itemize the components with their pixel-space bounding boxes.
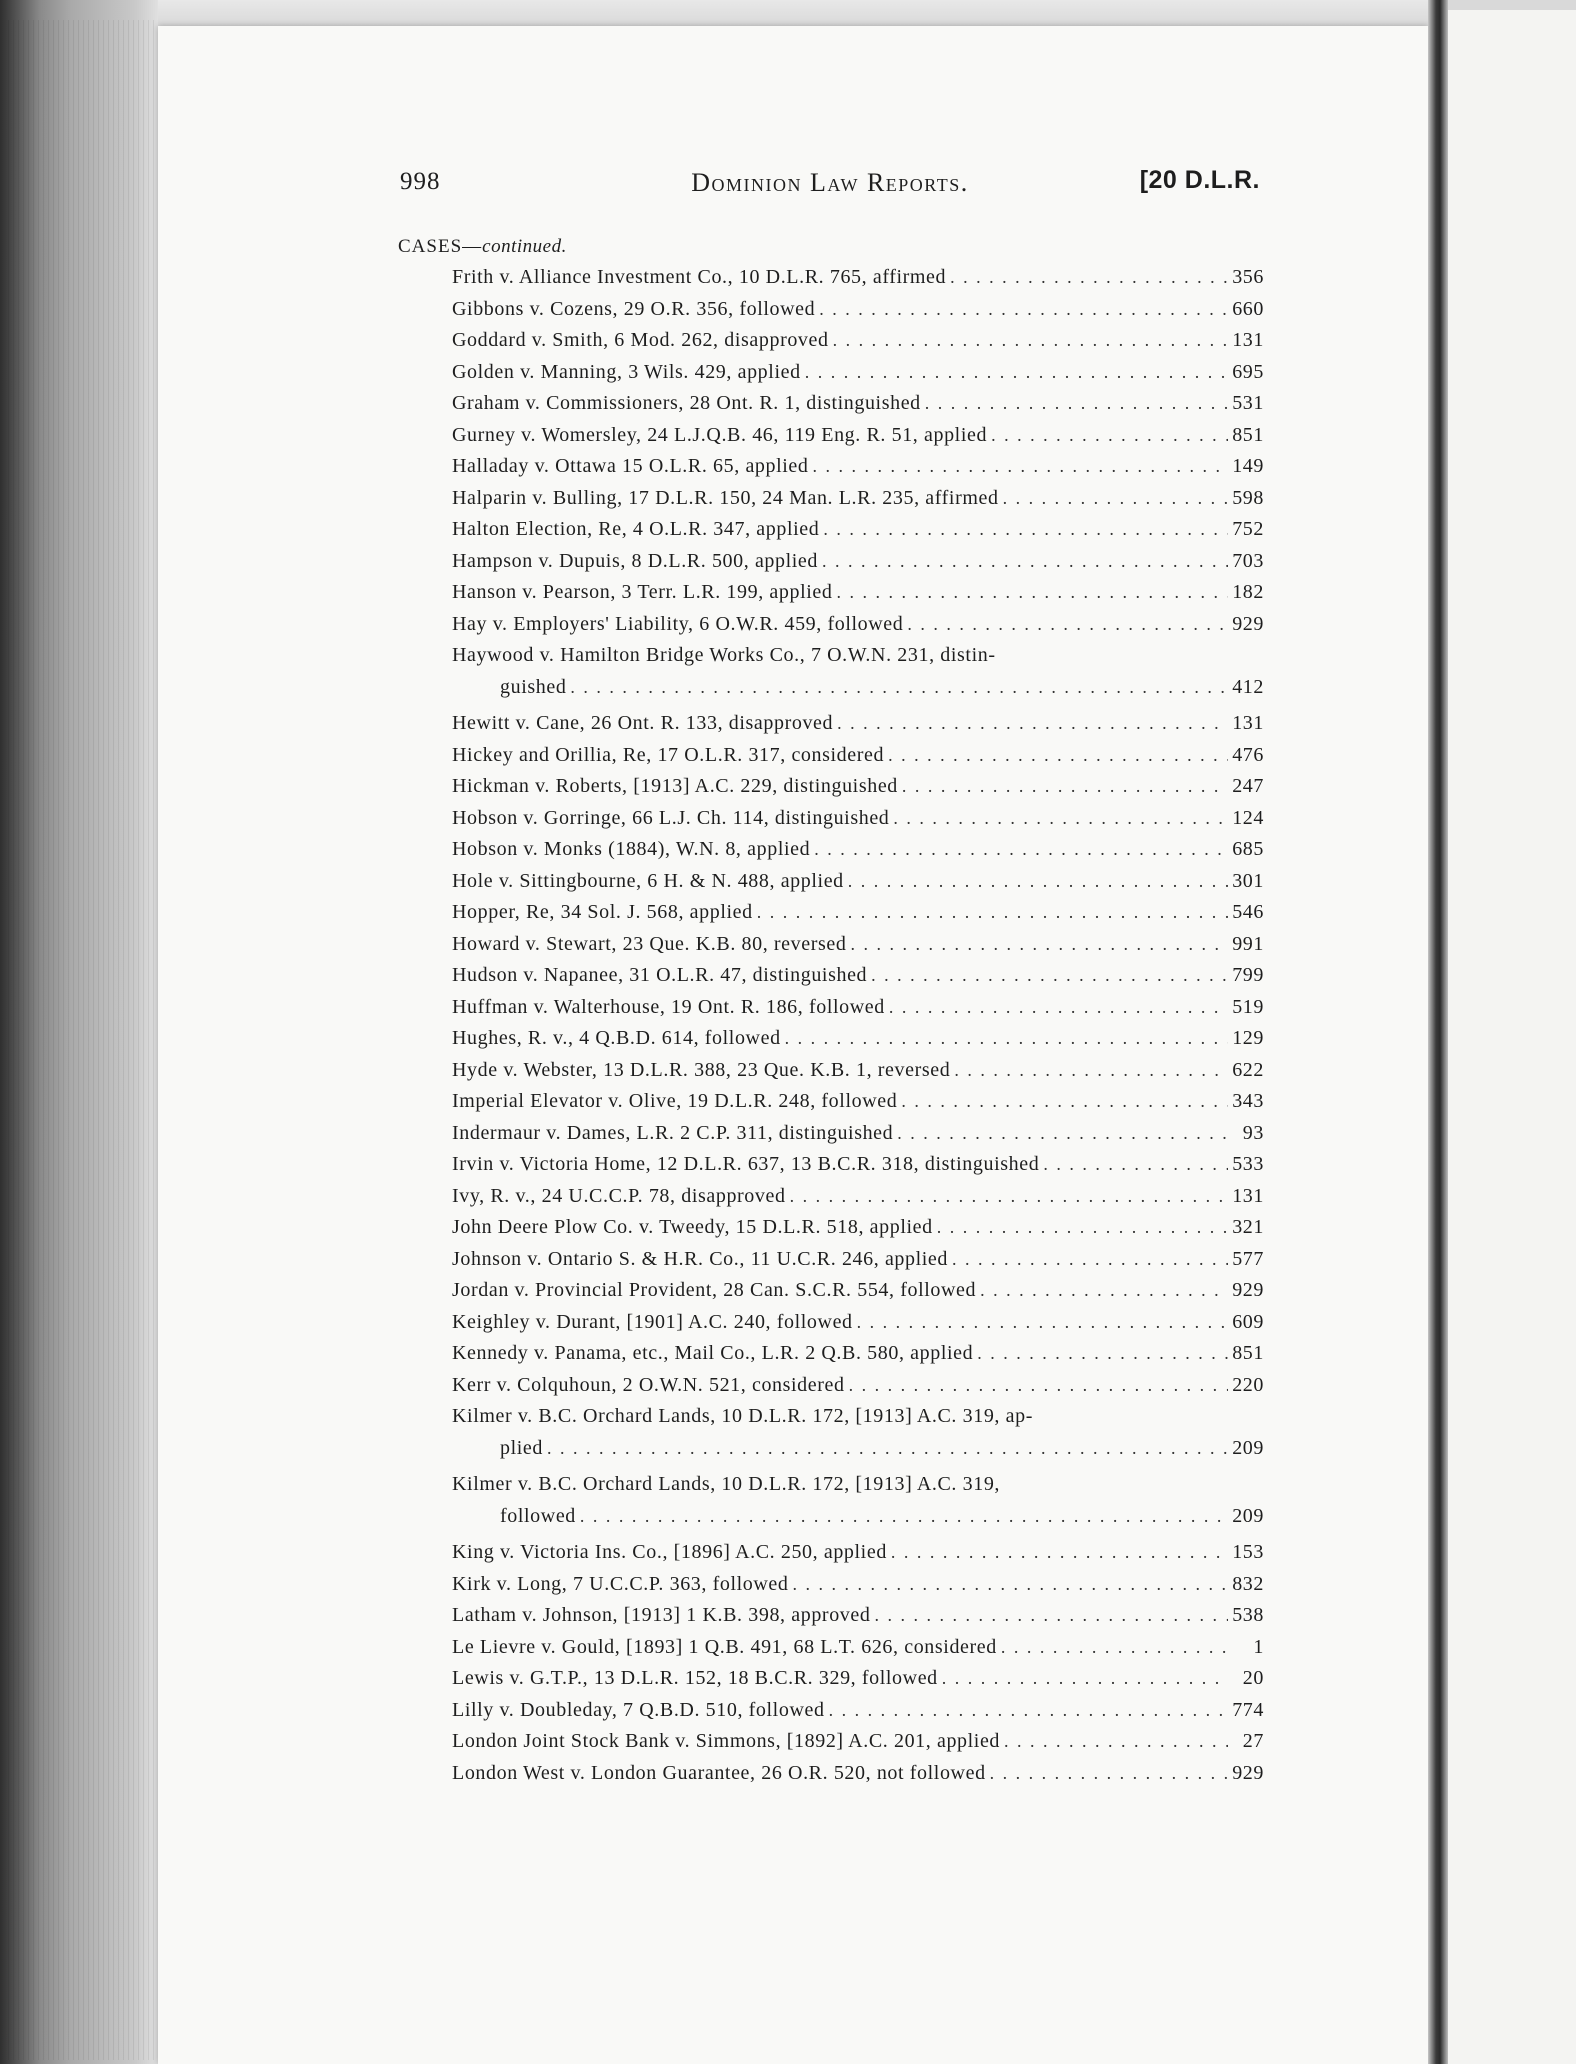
case-text: John Deere Plow Co. v. Tweedy, 15 D.L.R. 518, applied bbox=[452, 1216, 933, 1238]
section-qualifier: continued. bbox=[482, 236, 567, 257]
dot-leader bbox=[813, 451, 1228, 483]
dot-leader bbox=[814, 834, 1228, 866]
dot-leader bbox=[893, 803, 1228, 835]
section-heading bbox=[398, 236, 567, 258]
case-text: Hudson v. Napanee, 31 O.L.R. 47, distinguished bbox=[452, 964, 868, 986]
case-text: Haywood v. Hamilton Bridge Works Co., 7 O.W.N. 231, distin- bbox=[452, 644, 996, 666]
dot-leader bbox=[848, 866, 1228, 898]
page-reference: 209 bbox=[1232, 1436, 1264, 1459]
case-entry bbox=[452, 388, 1264, 420]
case-entry bbox=[452, 1469, 1264, 1532]
case-entry bbox=[452, 1118, 1264, 1150]
dot-leader bbox=[991, 420, 1228, 452]
page-reference: 703 bbox=[1232, 549, 1264, 572]
page-reference: 519 bbox=[1232, 995, 1264, 1018]
case-text: Hopper, Re, 34 Sol. J. 568, applied bbox=[452, 901, 753, 923]
dot-leader bbox=[888, 740, 1228, 772]
top-shadow bbox=[158, 0, 1428, 26]
dot-leader bbox=[757, 897, 1228, 929]
page-edge-texture bbox=[8, 20, 158, 2060]
dot-leader bbox=[925, 388, 1228, 420]
dot-leader bbox=[871, 960, 1228, 992]
page-reference: 209 bbox=[1232, 1504, 1264, 1527]
page-reference: 129 bbox=[1232, 1027, 1264, 1049]
page-reference: 832 bbox=[1232, 1572, 1264, 1595]
case-text: King v. Victoria Ins. Co., [1896] A.C. 250, applied bbox=[452, 1541, 887, 1563]
case-entry bbox=[452, 514, 1264, 546]
case-text: Jordan v. Provincial Provident, 28 Can. S.C.R. 554, followed bbox=[452, 1279, 977, 1301]
case-entry bbox=[452, 609, 1264, 641]
case-text: Le Lievre v. Gould, [1893] 1 Q.B. 491, 68 L.T. 626, considered bbox=[452, 1635, 997, 1658]
case-text: Lewis v. G.T.P., 13 D.L.R. 152, 18 B.C.R. 329, followed bbox=[452, 1667, 938, 1689]
case-entry bbox=[452, 771, 1264, 803]
case-text: Hyde v. Webster, 13 D.L.R. 388, 23 Que. K.B. 1, reversed bbox=[452, 1058, 951, 1081]
case-entry bbox=[452, 1401, 1264, 1464]
page-number: 998 bbox=[400, 168, 441, 195]
dot-leader bbox=[889, 992, 1228, 1024]
case-text: Imperial Elevator v. Olive, 19 D.L.R. 248, followed bbox=[452, 1090, 898, 1112]
section-label: CASES— bbox=[398, 236, 483, 257]
case-entry bbox=[452, 420, 1264, 452]
case-text: Kerr v. Colquhoun, 2 O.W.N. 521, considered bbox=[452, 1373, 845, 1396]
case-entry bbox=[452, 1149, 1264, 1181]
case-text: Lilly v. Doubleday, 7 Q.B.D. 510, followed bbox=[452, 1698, 825, 1721]
page-reference: 301 bbox=[1232, 869, 1264, 892]
dot-leader bbox=[570, 672, 1228, 704]
dot-leader bbox=[1003, 483, 1228, 515]
page-reference: 321 bbox=[1232, 1216, 1264, 1238]
facing-page bbox=[1448, 10, 1576, 2064]
page-reference: 153 bbox=[1232, 1541, 1264, 1563]
dot-leader bbox=[902, 771, 1228, 803]
case-entry bbox=[452, 1086, 1264, 1118]
dot-leader bbox=[891, 1537, 1228, 1569]
dot-leader bbox=[837, 577, 1228, 609]
case-text: Hole v. Sittingbourne, 6 H. & N. 488, applied bbox=[452, 869, 844, 892]
page-reference: 685 bbox=[1232, 838, 1264, 860]
case-text: Hickman v. Roberts, [1913] A.C. 229, distinguished bbox=[452, 775, 898, 797]
dot-leader bbox=[823, 514, 1228, 546]
page-reference: 27 bbox=[1242, 1730, 1264, 1752]
page-reference: 412 bbox=[1232, 675, 1264, 698]
case-text: Hughes, R. v., 4 Q.B.D. 614, followed bbox=[452, 1027, 781, 1049]
case-entry bbox=[452, 1338, 1264, 1370]
case-entry bbox=[452, 546, 1264, 578]
case-text: Kennedy v. Panama, etc., Mail Co., L.R. 2 Q.B. 580, applied bbox=[452, 1342, 974, 1364]
dot-leader bbox=[952, 1244, 1228, 1276]
page-reference: 622 bbox=[1232, 1058, 1264, 1081]
page-reference: 774 bbox=[1232, 1698, 1264, 1721]
page-reference: 929 bbox=[1232, 1279, 1264, 1301]
page-reference: 149 bbox=[1232, 455, 1264, 477]
dot-leader bbox=[1004, 1726, 1228, 1758]
dot-leader bbox=[850, 929, 1228, 961]
case-text: Hanson v. Pearson, 3 Terr. L.R. 199, applied bbox=[452, 581, 833, 603]
case-entry bbox=[452, 1695, 1264, 1727]
case-entry bbox=[452, 1663, 1264, 1695]
page-reference: 929 bbox=[1232, 1761, 1264, 1784]
page-reference: 660 bbox=[1232, 297, 1264, 320]
page-reference: 20 bbox=[1242, 1667, 1264, 1689]
page-reference: 851 bbox=[1232, 1342, 1264, 1364]
page-reference: 598 bbox=[1232, 486, 1264, 509]
dot-leader bbox=[822, 546, 1228, 578]
case-text: Irvin v. Victoria Home, 12 D.L.R. 637, 13 B.C.R. 318, distinguished bbox=[452, 1153, 1040, 1175]
dot-leader bbox=[874, 1600, 1228, 1632]
case-text: Frith v. Alliance Investment Co., 10 D.L.R. 765, affirmed bbox=[452, 266, 947, 288]
page-reference: 531 bbox=[1232, 392, 1264, 414]
case-text: Ivy, R. v., 24 U.C.C.P. 78, disapproved bbox=[452, 1184, 786, 1207]
case-entry bbox=[452, 1537, 1264, 1569]
case-text: London Joint Stock Bank v. Simmons, [1892] A.C. 201, applied bbox=[452, 1730, 1001, 1752]
case-entry bbox=[452, 294, 1264, 326]
dot-leader bbox=[1001, 1632, 1228, 1664]
case-entry bbox=[452, 1758, 1264, 1790]
case-entry bbox=[452, 1181, 1264, 1213]
case-entry bbox=[452, 1275, 1264, 1307]
dot-leader bbox=[833, 325, 1228, 357]
case-entry bbox=[452, 483, 1264, 515]
case-entry bbox=[452, 1055, 1264, 1087]
page-reference: 220 bbox=[1232, 1373, 1264, 1396]
page-reference: 752 bbox=[1232, 518, 1264, 540]
dot-leader bbox=[793, 1569, 1228, 1601]
dot-leader bbox=[907, 609, 1228, 641]
dot-leader bbox=[837, 708, 1228, 740]
dot-leader bbox=[954, 1055, 1228, 1087]
page-reference: 929 bbox=[1232, 612, 1264, 635]
case-entry bbox=[452, 1023, 1264, 1055]
dot-leader bbox=[897, 1118, 1228, 1150]
dot-leader bbox=[790, 1181, 1228, 1213]
volume-reference: [20 D.L.R. bbox=[1139, 166, 1260, 194]
case-text: Hickey and Orillia, Re, 17 O.L.R. 317, considered bbox=[452, 743, 885, 766]
case-text: Gurney v. Womersley, 24 L.J.Q.B. 46, 119 Eng. R. 51, applied bbox=[452, 423, 988, 446]
page-reference: 851 bbox=[1232, 423, 1264, 446]
page-reference: 93 bbox=[1242, 1121, 1264, 1144]
case-continuation bbox=[452, 1433, 1264, 1465]
case-entry bbox=[452, 1370, 1264, 1402]
case-text: Hobson v. Gorringe, 66 L.J. Ch. 114, distinguished bbox=[452, 806, 890, 829]
case-text: Kilmer v. B.C. Orchard Lands, 10 D.L.R. 172, [1913] A.C. 319, bbox=[452, 1473, 1001, 1495]
page-reference: 247 bbox=[1232, 775, 1264, 797]
case-text: Halparin v. Bulling, 17 D.L.R. 150, 24 Man. L.R. 235, affirmed bbox=[452, 486, 999, 509]
case-text: Latham v. Johnson, [1913] 1 K.B. 398, approved bbox=[452, 1604, 871, 1626]
case-text: Indermaur v. Dames, L.R. 2 C.P. 311, distinguished bbox=[452, 1121, 894, 1144]
running-title: Dominion Law Reports. bbox=[691, 168, 969, 197]
case-text: Hobson v. Monks (1884), W.N. 8, applied bbox=[452, 838, 811, 860]
case-text-continued: followed bbox=[500, 1504, 576, 1527]
case-text: Johnson v. Ontario S. & H.R. Co., 11 U.C.R. 246, applied bbox=[452, 1247, 949, 1270]
case-list bbox=[452, 262, 1264, 1789]
case-entry bbox=[452, 1726, 1264, 1758]
case-entry bbox=[452, 992, 1264, 1024]
case-text: Hay v. Employers' Liability, 6 O.W.R. 459, followed bbox=[452, 612, 904, 635]
dot-leader bbox=[1043, 1149, 1228, 1181]
dot-leader bbox=[942, 1663, 1228, 1695]
case-entry bbox=[452, 1632, 1264, 1664]
case-continuation bbox=[452, 1501, 1264, 1533]
book-gutter bbox=[1428, 0, 1448, 2064]
case-entry bbox=[452, 1569, 1264, 1601]
page-reference: 343 bbox=[1232, 1090, 1264, 1112]
dot-leader bbox=[849, 1370, 1228, 1402]
dot-leader bbox=[990, 1758, 1228, 1790]
dot-leader bbox=[547, 1433, 1228, 1465]
case-entry bbox=[452, 1600, 1264, 1632]
page-reference: 546 bbox=[1232, 901, 1264, 923]
case-text: Huffman v. Walterhouse, 19 Ont. R. 186, followed bbox=[452, 995, 885, 1018]
case-text: Halton Election, Re, 4 O.L.R. 347, applied bbox=[452, 518, 820, 540]
case-text: Howard v. Stewart, 23 Que. K.B. 80, reversed bbox=[452, 932, 847, 955]
case-entry bbox=[452, 1307, 1264, 1339]
dot-leader bbox=[937, 1212, 1228, 1244]
page-reference: 695 bbox=[1232, 360, 1264, 383]
page-reference: 609 bbox=[1232, 1310, 1264, 1333]
case-entry bbox=[452, 803, 1264, 835]
dot-leader bbox=[950, 262, 1228, 294]
dot-leader bbox=[785, 1023, 1228, 1055]
case-entry bbox=[452, 325, 1264, 357]
case-text: Kilmer v. B.C. Orchard Lands, 10 D.L.R. 172, [1913] A.C. 319, ap- bbox=[452, 1405, 1033, 1427]
page-reference: 131 bbox=[1232, 329, 1264, 351]
case-text: Hampson v. Dupuis, 8 D.L.R. 500, applied bbox=[452, 549, 819, 572]
page-reference: 356 bbox=[1232, 266, 1264, 288]
case-text: Kirk v. Long, 7 U.C.C.P. 363, followed bbox=[452, 1572, 789, 1595]
case-entry bbox=[452, 960, 1264, 992]
case-text: Gibbons v. Cozens, 29 O.R. 356, followed bbox=[452, 297, 816, 320]
page-reference: 533 bbox=[1232, 1153, 1264, 1175]
case-entry bbox=[452, 897, 1264, 929]
case-entry bbox=[452, 640, 1264, 703]
case-text-continued: guished bbox=[500, 675, 567, 698]
dot-leader bbox=[980, 1275, 1228, 1307]
dot-leader bbox=[819, 294, 1228, 326]
case-entry bbox=[452, 357, 1264, 389]
page-reference: 476 bbox=[1232, 743, 1264, 766]
dot-leader bbox=[829, 1695, 1228, 1727]
case-entry bbox=[452, 451, 1264, 483]
dot-leader bbox=[857, 1307, 1228, 1339]
case-entry bbox=[452, 577, 1264, 609]
case-entry bbox=[452, 262, 1264, 294]
case-text: Hewitt v. Cane, 26 Ont. R. 133, disapproved bbox=[452, 712, 834, 734]
running-head bbox=[400, 168, 1260, 208]
page-reference: 124 bbox=[1232, 806, 1264, 829]
page-reference: 799 bbox=[1232, 964, 1264, 986]
case-text: London West v. London Guarantee, 26 O.R. 520, not followed bbox=[452, 1761, 986, 1784]
case-text: Keighley v. Durant, [1901] A.C. 240, followed bbox=[452, 1310, 853, 1333]
case-entry bbox=[452, 834, 1264, 866]
dot-leader bbox=[580, 1501, 1228, 1533]
case-entry bbox=[452, 708, 1264, 740]
page-reference: 131 bbox=[1232, 1184, 1264, 1207]
case-continuation bbox=[452, 672, 1264, 704]
page-reference: 131 bbox=[1232, 712, 1264, 734]
page-reference: 577 bbox=[1232, 1247, 1264, 1270]
case-entry bbox=[452, 740, 1264, 772]
dot-leader bbox=[901, 1086, 1228, 1118]
case-text-continued: plied bbox=[500, 1436, 543, 1459]
case-text: Golden v. Manning, 3 Wils. 429, applied bbox=[452, 360, 801, 383]
case-text: Goddard v. Smith, 6 Mod. 262, disapproved bbox=[452, 329, 829, 351]
page-reference: 991 bbox=[1232, 932, 1264, 955]
dot-leader bbox=[805, 357, 1228, 389]
dot-leader bbox=[977, 1338, 1228, 1370]
case-entry bbox=[452, 1212, 1264, 1244]
case-entry bbox=[452, 1244, 1264, 1276]
case-text: Halladay v. Ottawa 15 O.L.R. 65, applied bbox=[452, 455, 809, 477]
page-reference: 1 bbox=[1253, 1635, 1264, 1658]
case-text: Graham v. Commissioners, 28 Ont. R. 1, distinguished bbox=[452, 392, 921, 414]
book-page-edges bbox=[0, 0, 168, 2064]
page-reference: 538 bbox=[1232, 1604, 1264, 1626]
case-entry bbox=[452, 866, 1264, 898]
page-reference: 182 bbox=[1232, 581, 1264, 603]
case-entry bbox=[452, 929, 1264, 961]
